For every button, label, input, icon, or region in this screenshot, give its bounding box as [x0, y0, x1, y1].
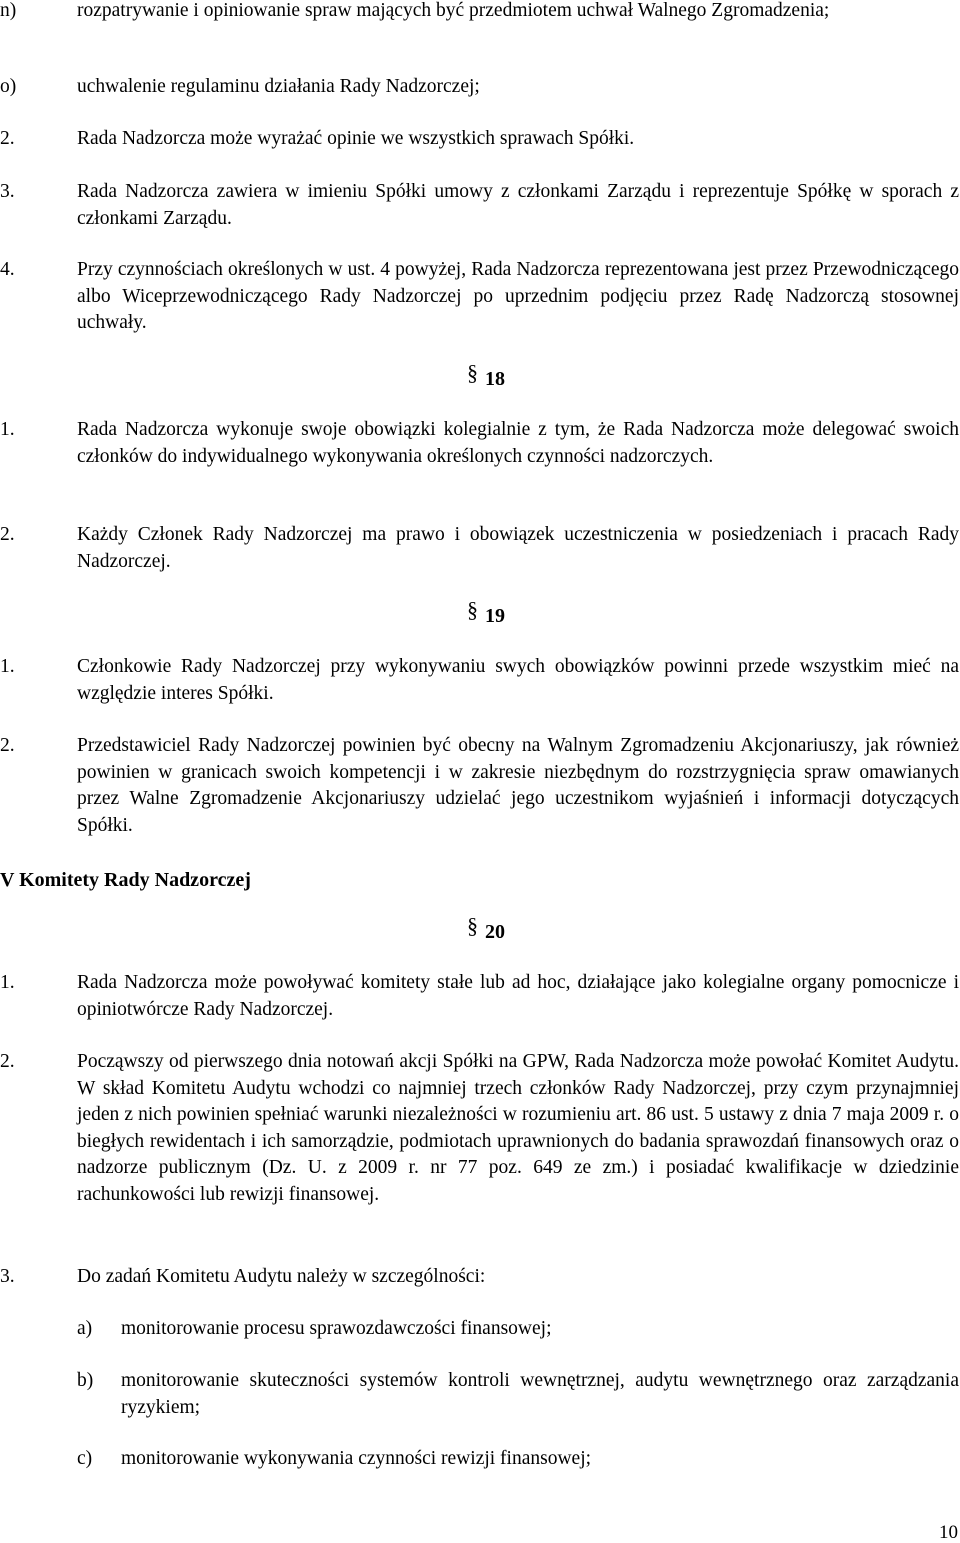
item-text: rozpatrywanie i opiniowanie spraw mających być przedmiotem uchwał Walnego Zgromadzenia; — [77, 0, 830, 21]
paragraph-text: Począwszy od pierwszego dnia notowań akcji Spółki na GPW, Rada Nadzorcza może powołać Komitet Audytu. W skład Komitetu Audytu wchodzi co najmniej trzech członków Rady Nadzorczej, przy czym przynajmniej jeden z nich powinien spełniać warunki niezależności w rozumieniu art. 86 ust. 5 ustawy z dnia 7 maja 2009 r. o biegłych rewidentach i ich samorządzie, podmiotach uprawnionych do badania sprawozdań finansowych oraz o nadzorze publicznym (Dz. U. z 2009 r. nr 77 poz. 649 ze zm.) i posiadać kwalifikacje w dziedzinie rachunkowości lub rewizji finansowej. — [77, 1051, 959, 1205]
paragraph-number: 2. — [0, 1051, 15, 1072]
paragraph-number: 2. — [0, 524, 15, 545]
paragraph-20-1 — [0, 970, 959, 1023]
item-marker: o) — [0, 76, 17, 97]
paragraph-text: Rada Nadzorcza wykonuje swoje obowiązki kolegialnie z tym, że Rada Nadzorcza może delegować swoich członków do indywidualnego wykonywania określonych czynności nadzorczych. — [77, 419, 959, 467]
paragraph-text: Rada Nadzorcza zawiera w imieniu Spółki umowy z członkami Zarządu i reprezentuje Spółkę w sporach z członkami Zarządu. — [77, 181, 959, 229]
paragraph-18-2 — [0, 522, 959, 575]
paragraph-19-2 — [0, 733, 959, 839]
list-item-c — [0, 1446, 959, 1473]
paragraph-number: 1. — [0, 656, 15, 677]
section-number: 19 — [485, 605, 505, 627]
paragraph-20-3 — [0, 1264, 959, 1291]
paragraph-text: Członkowie Rady Nadzorczej przy wykonywaniu swych obowiązków powinni przede wszystkim mieć na względzie interes Spółki. — [77, 656, 959, 704]
list-item-n — [0, 0, 959, 25]
paragraph-17-3 — [0, 179, 959, 232]
item-marker: a) — [77, 1318, 93, 1339]
paragraph-text: Rada Nadzorcza może powoływać komitety stałe lub ad hoc, działające jako kolegialne organy pomocnicze i opiniotwórcze Rady Nadzorczej. — [77, 972, 959, 1020]
section-number: 20 — [485, 921, 505, 943]
paragraph-17-2 — [0, 126, 959, 153]
paragraph-17-4 — [0, 257, 959, 337]
paragraph-19-1 — [0, 654, 959, 707]
paragraph-20-2 — [0, 1049, 959, 1208]
list-item-a — [0, 1316, 959, 1343]
page-number: 10 — [939, 1522, 958, 1543]
paragraph-text: Każdy Członek Rady Nadzorczej ma prawo i obowiązek uczestniczenia w posiedzeniach i pracach Rady Nadzorczej. — [77, 524, 959, 572]
item-text: monitorowanie wykonywania czynności rewizji finansowej; — [121, 1448, 592, 1469]
paragraph-number: 2. — [0, 735, 15, 756]
section-sign: § — [467, 913, 478, 938]
paragraph-text: Do zadań Komitetu Audytu należy w szczególności: — [77, 1266, 486, 1287]
paragraph-text: Przedstawiciel Rady Nadzorczej powinien być obecny na Walnym Zgromadzeniu Akcjonariuszy, jak również powinien w granicach swoich kompetencji i w zakresie niezbędnym do rozstrzygnięcia spraw omawianych przez Walne Zgromadzenie Akcjonariuszy udzielać jego uczestnikom wyjaśnień i informacji dotyczących Spółki. — [77, 735, 959, 836]
paragraph-number: 2. — [0, 128, 15, 149]
section-number: 18 — [485, 368, 505, 390]
item-marker: n) — [0, 0, 17, 21]
section-sign: § — [467, 597, 478, 622]
paragraph-number: 3. — [0, 181, 15, 202]
item-text: uchwalenie regulaminu działania Rady Nadzorczej; — [77, 76, 480, 97]
chapter-title: V Komitety Rady Nadzorczej — [0, 869, 251, 891]
item-text: monitorowanie procesu sprawozdawczości finansowej; — [121, 1318, 552, 1339]
list-item-o — [0, 74, 959, 101]
paragraph-number: 3. — [0, 1266, 15, 1287]
section-sign: § — [467, 360, 478, 385]
paragraph-number: 4. — [0, 259, 15, 280]
paragraph-18-1 — [0, 417, 959, 470]
paragraph-number: 1. — [0, 419, 15, 440]
paragraph-text: Rada Nadzorcza może wyrażać opinie we wszystkich sprawach Spółki. — [77, 128, 635, 149]
paragraph-number: 1. — [0, 972, 15, 993]
item-marker: b) — [77, 1370, 94, 1391]
list-item-b — [0, 1368, 959, 1421]
paragraph-text: Przy czynnościach określonych w ust. 4 powyżej, Rada Nadzorcza reprezentowana jest przez Przewodniczącego albo Wiceprzewodniczącego Rady Nadzorczej po uprzednim podjęciu przez Radę Nadzorczą stosownej uchwały. — [77, 259, 959, 333]
item-text: monitorowanie skuteczności systemów kontroli wewnętrznej, audytu wewnętrznego oraz zarządzania ryzykiem; — [121, 1370, 959, 1418]
item-marker: c) — [77, 1448, 93, 1469]
